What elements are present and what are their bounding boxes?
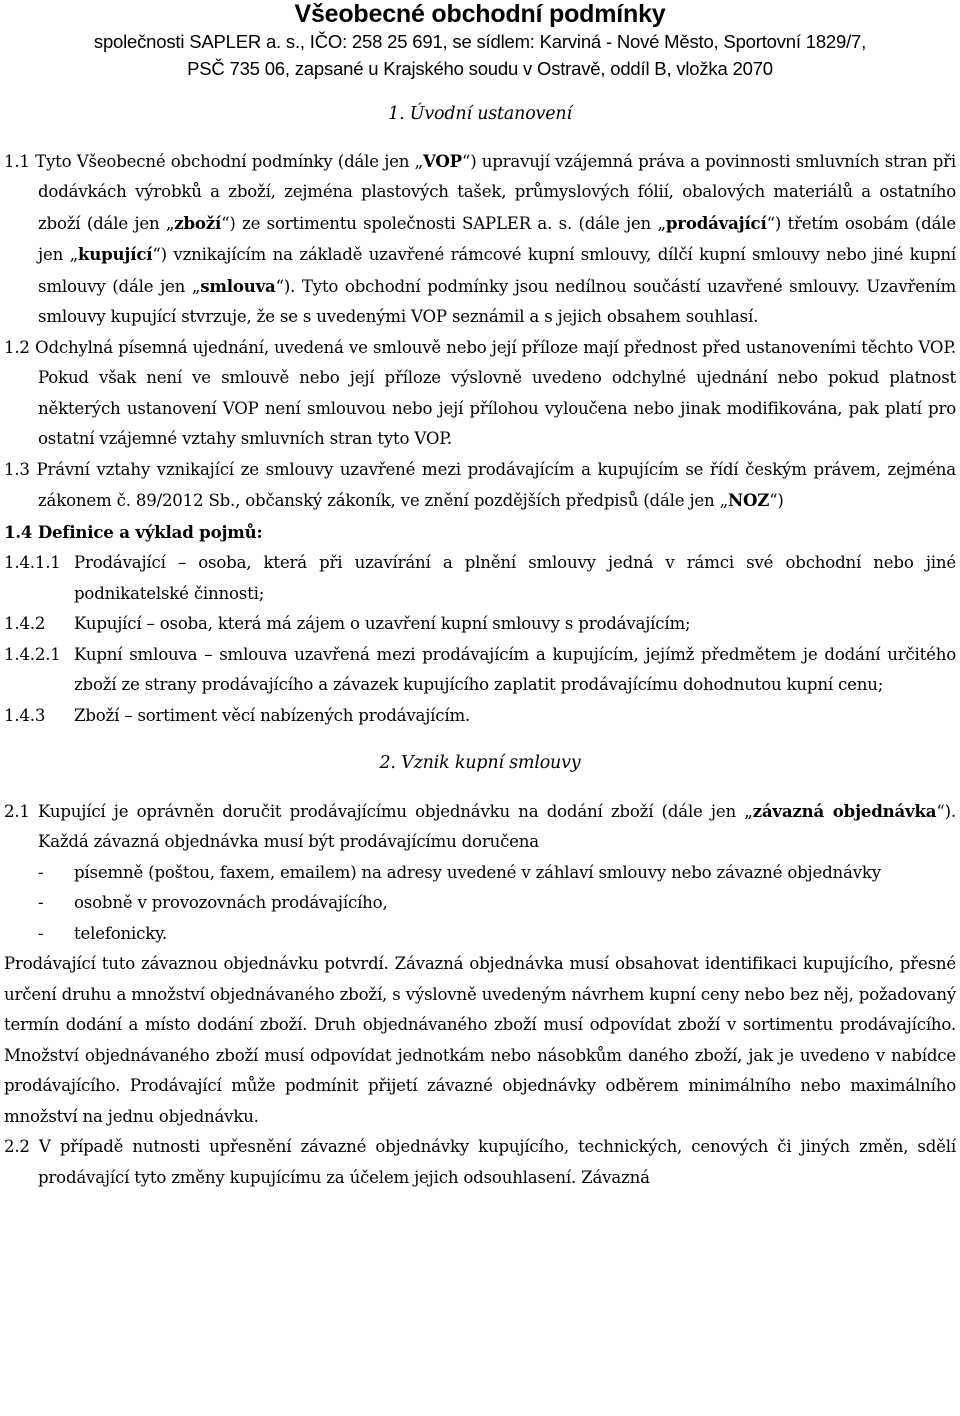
term-vop: VOP — [422, 150, 462, 171]
definition-number: 1.4.3 — [4, 705, 46, 725]
definition-item — [4, 548, 956, 609]
company-info-line-1: společnosti SAPLER a. s., IČO: 258 25 691, se sídlem: Karviná - Nové Město, Sportovní 1829/7, — [93, 31, 867, 52]
definition-text: Kupní smlouva – smlouva uzavřená mezi prodávajícím a kupujícím, jejímž předmětem je dodání určitého zboží ze strany prodávajícího a závazek kupujícího zaplatit prodávajícímu dohodnutou kupní cenu; — [74, 644, 956, 694]
list-item-text: telefonicky. — [74, 923, 168, 943]
list-item-text: osobně v provozovnách prodávajícího, — [74, 893, 388, 912]
definition-number: 1.4.2.1 — [4, 644, 61, 664]
definition-number: 1.4.2 — [4, 614, 46, 633]
section-2-heading: 2. Vznik kupní smlouvy — [379, 753, 581, 773]
list-item-text: písemně (poštou, faxem, emailem) na adresy uvedené v záhlaví smlouvy nebo závazné objednávky — [74, 862, 881, 882]
term-noz: NOZ — [727, 490, 770, 510]
definition-text: Prodávající – osoba, která při uzavírání a plnění smlouvy jedná v rámci své obchodní nebo jiné podnikatelské činnosti; — [74, 553, 956, 603]
clause-number: 1.2 — [4, 337, 30, 357]
document-title: Všeobecné obchodní podmínky — [294, 0, 666, 28]
delivery-methods-list — [4, 858, 956, 950]
definition-item — [4, 609, 956, 640]
list-item — [4, 888, 956, 919]
clause-2-2: 2.2 V případě nutnosti upřesnění závazné objednávky kupujícího, technických, cenových či jiných změn, sdělí prodávající tyto změny kupujícímu za účelem jejich odsouhlasení. Závazná — [4, 1137, 956, 1187]
clause-number: 1.3 — [4, 459, 30, 479]
company-info-line-2: PSČ 735 06, zapsané u Krajského soudu v Ostravě, oddíl B, vložka 2070 — [187, 58, 773, 79]
bullet-mark: - — [38, 923, 44, 943]
order-requirements-paragraph: Prodávající tuto závaznou objednávku potvrdí. Závazná objednávka musí obsahovat identifikaci kupujícího, přesné určení druhu a množství objednávaného zboží, s výslovně uvedeným návrhem kupní ceny nebo bez něj, požadovaný termín dodání a místo dodání zboží. Druh objednávaného zboží musí odpovídat zboží v sortimentu prodávajícího. Množství objednávaného zboží musí odpovídat jednotkám nebo násobkům daného zboží, jak je uvedeno v nabídce prodávajícího. Prodávající může podmínit přijetí závazné objednávky odběrem minimálního nebo maximálního množství na jednu objednávku. — [4, 954, 956, 1126]
definition-text: Kupující – osoba, která má zájem o uzavření kupní smlouvy s prodávajícím; — [74, 614, 691, 633]
definitions-list — [4, 548, 956, 731]
definition-number: 1.4.1.1 — [4, 553, 61, 572]
definition-item — [4, 701, 956, 732]
bullet-mark: - — [38, 862, 44, 882]
list-item — [4, 919, 956, 950]
clause-number: 2.1 — [4, 801, 30, 821]
definition-text: Zboží – sortiment věcí nabízených prodávajícím. — [74, 705, 471, 725]
term-smlouva: smlouva — [200, 275, 276, 296]
term-prodavajici: prodávající — [665, 212, 767, 233]
term-kupujici: kupující — [77, 244, 153, 264]
clause-1-2: 1.2 Odchylná písemná ujednání, uvedená ve smlouvě nebo její příloze mají přednost před ustanoveními těchto VOP. Pokud však není ve smlouvě nebo její příloze výslovně uvedeno odchylné ujednání nebo pokud platnost některých ustanovení VOP není smlouvou nebo její přílohou vyloučena nebo jinak modifikována, pak platí pro ostatní vzájemné vztahy smluvních stran tyto VOP. — [4, 337, 956, 448]
term-zbozi: zboží — [174, 212, 222, 233]
clause-number: 1.1 — [4, 151, 30, 171]
clause-2-1: 2.1 Kupující je oprávněn doručit prodávajícímu objednávku na dodání zboží (dále jen „závazná objednávka“). Každá závazná objednávka musí být prodávajícímu doručena — [4, 800, 956, 851]
definition-item — [4, 640, 956, 701]
bullet-mark: - — [38, 893, 44, 912]
clause-1-3: 1.3 Právní vztahy vznikající ze smlouvy uzavřené mezi prodávajícím a kupujícím se řídí českým právem, zejména zákonem č. 89/2012 Sb., občanský zákoník, ve znění pozdějších předpisů (dále jen „NOZ“) — [4, 459, 956, 510]
clause-number: 2.2 — [4, 1137, 30, 1156]
clause-1-4-heading: 1.4 Definice a výklad pojmů: — [4, 521, 263, 542]
clause-1-1: 1.1 Tyto Všeobecné obchodní podmínky (dále jen „VOP“) upravují vzájemná práva a povinnosti smluvních stran při dodávkách výrobků a zboží, zejména plastových tašek, průmyslových fólií, obalových materiálů a ostatního zboží (dále jen „zboží“) ze sortimentu společnosti SAPLER a. s. (dále jen „prodávající“) třetím osobám (dále jen „kupující“) vznikajícím na základě uzavřené rámcové kupní smlouvy, dílčí kupní smlouvy nebo jiné kupní smlouvy (dále jen „smlouva“). Tyto obchodní podmínky jsou nedílnou součástí uzavřené smlouvy. Uzavřením smlouvy kupující stvrzuje, že se s uvedenými VOP seznámil a s jejich obsahem souhlasí. — [4, 150, 956, 326]
section-1-heading: 1. Úvodní ustanovení — [388, 104, 572, 124]
list-item — [4, 858, 956, 889]
term-zavazna-objednavka: závazná objednávka — [752, 800, 937, 821]
